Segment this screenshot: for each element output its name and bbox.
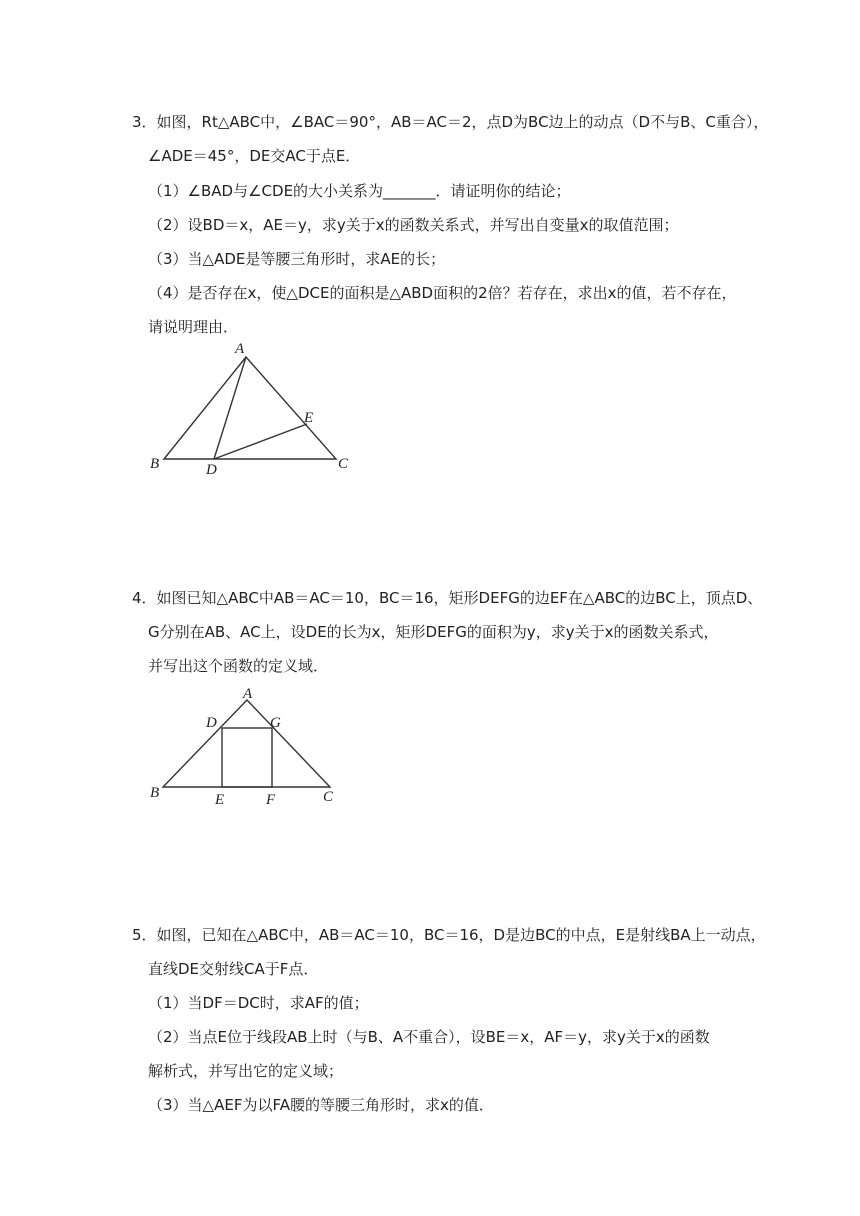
label-d: D xyxy=(206,715,217,731)
q5-part3: （3）当△AEF为以FA腰的等腰三角形时，求x的值． xyxy=(148,1096,494,1114)
q3-part2: （2）设BD＝x，AE＝y，求y关于x的函数关系式，并写出自变量x的取值范围； xyxy=(148,216,679,234)
q3-part1: （1）∠BAD与∠CDE的大小关系为_______．请证明你的结论； xyxy=(148,182,571,200)
q3-part4-line2: 请说明理由． xyxy=(148,318,239,336)
label-b: B xyxy=(150,456,160,472)
q5-part2-line2: 解析式，并写出它的定义域； xyxy=(148,1062,344,1080)
q5-stem-line1: 5．如图，已知在△ABC中，AB＝AC＝10，BC＝16，D是边BC的中点，E是射线BA上一动点， xyxy=(132,926,766,944)
label-d: D xyxy=(206,462,217,478)
q3-part3: （3）当△ADE是等腰三角形时，求AE的长； xyxy=(148,250,446,268)
triangle-abc xyxy=(163,700,330,787)
q4-stem-line2: G分别在AB、AC上，设DE的长为x，矩形DEFG的面积为y，求y关于x的函数关系式， xyxy=(148,623,719,641)
q4-stem-line3: 并写出这个函数的定义域． xyxy=(148,657,329,675)
q5-part1: （1）当DF＝DC时，求AF的值； xyxy=(148,994,369,1012)
q3-stem-line2: ∠ADE＝45°，DE交AC于点E． xyxy=(148,147,361,165)
label-c: C xyxy=(338,456,349,472)
q4-stem-line1: 4．如图已知△ABC中AB＝AC＝10，BC＝16，矩形DEFG的边EF在△ABC的边BC上，顶点D、 xyxy=(132,589,763,607)
label-e: E xyxy=(304,410,314,426)
label-a: A xyxy=(235,341,245,357)
q5-stem-line2: 直线DE交射线CA于F点． xyxy=(148,960,319,978)
q5-part2-line1: （2）当点E位于线段AB上时（与B、A不重合），设BE＝x，AF＝y，求y关于x的函数 xyxy=(148,1028,710,1046)
label-a: A xyxy=(243,686,253,702)
q3-triangle-figure xyxy=(140,335,370,485)
label-c: C xyxy=(323,789,334,805)
segment-de xyxy=(214,424,307,459)
label-g: G xyxy=(270,715,281,731)
q3-stem-line1: 3．如图，Rt△ABC中，∠BAC＝90°，AB＝AC＝2，点D为BC边上的动点（D不与B、C重合）， xyxy=(132,113,769,131)
rectangle-defg xyxy=(222,728,272,787)
triangle-abc xyxy=(164,357,336,459)
label-e: E xyxy=(215,792,225,808)
label-f: F xyxy=(266,792,276,808)
q3-part4-line1: （4）是否存在x，使△DCE的面积是△ABD面积的2倍？若存在，求出x的值，若不存在， xyxy=(148,284,737,302)
segment-ad xyxy=(214,357,246,459)
q4-triangle-figure xyxy=(140,683,350,813)
label-b: B xyxy=(150,785,160,801)
